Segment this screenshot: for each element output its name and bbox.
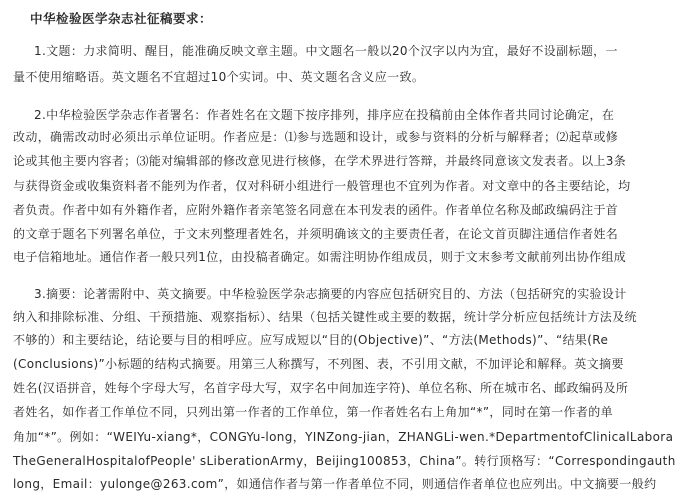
text-line: 纳入和排除标准、分组、干预措施、观察指标）、结果（包括关键性或主要的数据，统计学分析应包括统计方法及统 — [13, 310, 637, 324]
document-title: 中华检验医学杂志社征稿要求： — [30, 11, 213, 26]
text-line: 与获得资金或收集资料者不能列为作者，仅对科研小组进行一般管理也不宜列为作者。对文章中的各主要结论，均 — [13, 179, 631, 193]
text-line: 不够的）和主要结论，结论要与目的相呼应。应写成短以“目的(Objective)”、“方法(Methods)”、“结果(Re — [13, 333, 609, 347]
text-line: 角加“*”。例如：“WEIYu-xiang*，CONGYu-long，YINZong-jian，ZHANGLi-wen.*DepartmentofClinicalLabora — [13, 430, 674, 444]
text-line: 3.摘要：论著需附中、英文摘要。中华检验医学杂志摘要的内容应包括研究目的、方法（包括研究的实验设计 — [34, 287, 627, 301]
text-line: TheGeneralHospitalofPeople' sLiberationArmy，Beijing100853，China”。转行顶格写：“Correspondingauth — [13, 454, 676, 468]
text-line: 改动，确需改动时必须出示单位证明。作者应是：⑴参与选题和设计，或参与资料的分析与解释者；⑵起草或修 — [13, 130, 619, 144]
text-line: 电子信箱地址。通信作者一般只列1位，由投稿者确定。如需注明协作组成员，则于文末参考文献前列出协作组成 — [13, 250, 627, 264]
text-line: 1.文题：力求简明、醒目，能准确反映文章主题。中文题名一般以20个汉字以内为宜，最好不设副标题，一 — [34, 44, 618, 58]
text-line: 姓名(汉语拼音，姓每个字母大写，名首字母大写，双字名中间加连字符)、单位名称、所在城市名、邮政编码及所 — [13, 381, 629, 395]
text-line: 的文章于题名下列署名单位，于文末列整理者姓名，并须明确该文的主要责任者，在论文首页脚注通信作者姓名 — [13, 227, 619, 241]
text-line: 者负责。作者中如有外籍作者，应附外籍作者亲笔签名同意在本刊发表的函件。作者单位名称及邮政编码注于首 — [13, 203, 619, 217]
text-line: 量不使用缩略语。英文题名不宜超过10个实词。中、英文题名含义应一致。 — [13, 70, 425, 84]
text-line: 2.中华检验医学杂志作者署名：作者姓名在文题下按序排列，排序应在投稿前由全体作者共同讨论确定，在 — [34, 108, 615, 122]
text-line: 者姓名，如作者工作单位不同，只列出第一作者的工作单位，第一作者姓名右上角加“*”，同时在第一作者的单 — [13, 405, 613, 419]
text-line: (Conclusions)”小标题的结构式摘要。用第三人称撰写，不列图、表，不引用文献，不加评论和解释。英文摘要 — [13, 357, 624, 371]
text-line: 论或其他主要内容者；⑶能对编辑部的修改意见进行核修，在学术界进行答辩，并最终同意该文发表者。以上3条 — [13, 154, 627, 168]
text-line: long，Email：yulonge@263.com”，如通信作者与第一作者单位不同，则通信作者单位也应列出。中文摘要一般约 — [13, 477, 657, 491]
